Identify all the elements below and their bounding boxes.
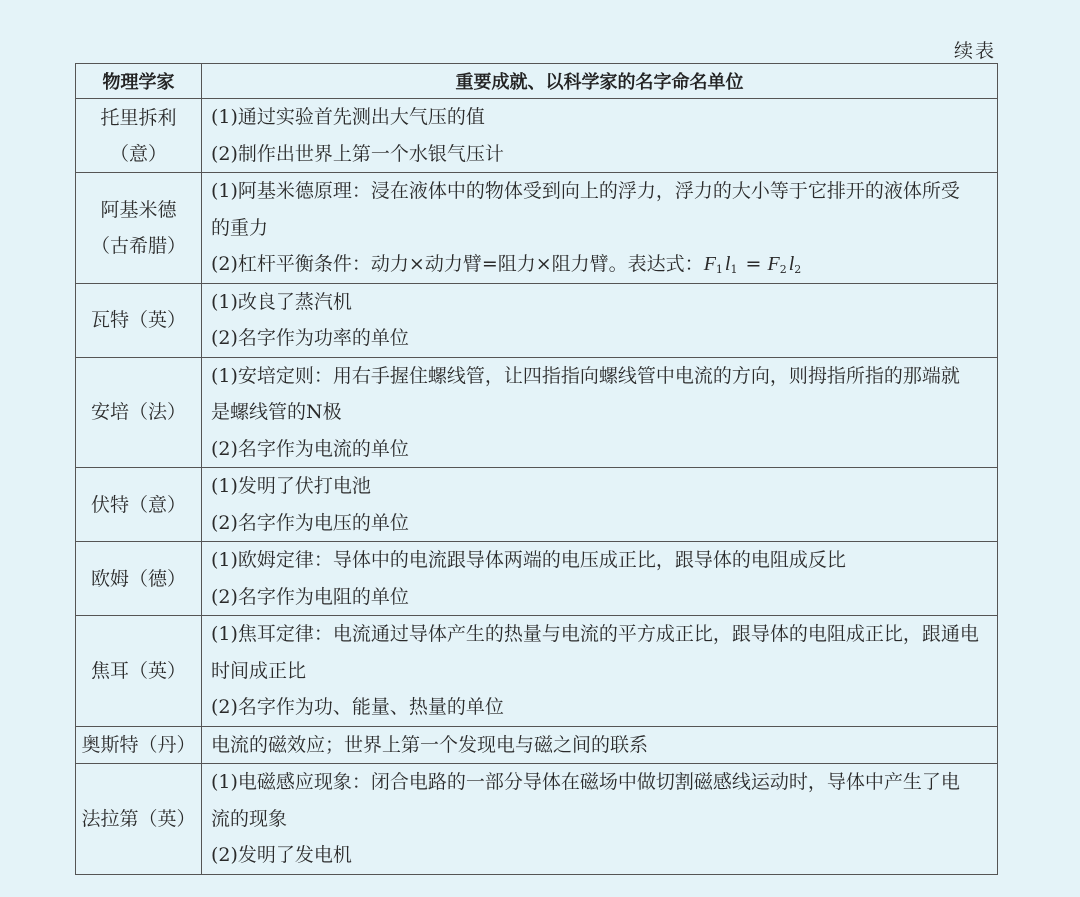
scientist-name: 焦耳（英）: [90, 659, 186, 682]
achievement-line: 电流的磁效应；世界上第一个发现电与磁之间的联系: [211, 733, 649, 756]
table-row: [76, 468, 998, 542]
achievement-cell: [202, 468, 998, 542]
achievement-line: (1)焦耳定律：电流通过导体产生的热量与电流的平方成正比，跟导体的电阻成正比，跟通电: [211, 623, 979, 645]
achievement-line: 是螺线管的N极: [211, 401, 342, 423]
achievement-line: 流的现象: [211, 807, 288, 830]
scientist-cell: [76, 357, 202, 468]
achievement-line: (1)阿基米德原理：浸在液体中的物体受到向上的浮力，浮力的大小等于它排开的液体所受: [211, 180, 960, 202]
achievement-text: (2)杠杆平衡条件：动力×动力臂=阻力×阻力臂。表达式：: [211, 253, 704, 275]
achievement-cell: [202, 357, 998, 468]
achievement-line: (2)制作出世界上第一个水银气压计: [211, 142, 504, 165]
header-scientist: 物理学家: [76, 64, 202, 99]
achievement-cell: [202, 616, 998, 727]
achievement-line: 的重力: [211, 216, 269, 239]
scientist-name: 法拉第（英）: [81, 807, 196, 830]
scientist-cell: [76, 283, 202, 357]
table-row: [76, 99, 998, 173]
achievement-line: (1)发明了伏打电池: [211, 475, 371, 497]
formula-equals: =: [739, 253, 768, 275]
lever-formula: [704, 253, 804, 275]
formula-f2: F: [767, 253, 780, 275]
achievement-line: (2)名字作为功率的单位: [211, 327, 409, 349]
scientist-name: 伏特（意）: [90, 493, 186, 516]
table-row: [76, 542, 998, 616]
achievement-cell: [202, 173, 998, 284]
header-achievement: 重要成就、以科学家的名字命名单位: [202, 64, 998, 99]
achievement-cell: [202, 99, 998, 173]
formula-sub2: 2: [779, 263, 787, 276]
achievement-line: (2)名字作为电压的单位: [211, 511, 409, 534]
achievement-line: (1)电磁感应现象：闭合电路的一部分导体在磁场中做切割磁感线运动时，导体中产生了电: [211, 771, 960, 793]
achievement-line: (1)安培定则：用右手握住螺线管，让四指指向螺线管中电流的方向，则拇指所指的那端就: [211, 364, 960, 387]
scientist-cell: [76, 726, 202, 764]
scientist-cell: [76, 764, 202, 875]
formula-sub2b: 2: [794, 263, 802, 276]
achievement-line: (2)名字作为功、能量、热量的单位: [211, 696, 504, 718]
scientist-cell: [76, 616, 202, 727]
physicist-table: [75, 63, 998, 875]
achievement-line: (2)名字作为电阻的单位: [211, 585, 409, 608]
formula-l2: l: [788, 253, 795, 275]
continued-label: 续表: [953, 40, 996, 62]
formula-sub1b: 1: [730, 263, 738, 276]
table-row: [76, 726, 998, 764]
scientist-name: 瓦特（英）: [90, 309, 186, 331]
table-row: [76, 357, 998, 468]
table-header-row: [76, 64, 998, 99]
table-row: [76, 764, 998, 875]
achievement-line: (1)改良了蒸汽机: [211, 290, 352, 313]
formula-l1: l: [724, 253, 731, 275]
scientist-name: 阿基米德: [100, 198, 177, 221]
scientist-cell: [76, 542, 202, 616]
scientist-name: 奥斯特（丹）: [81, 733, 196, 756]
formula-f1: F: [703, 253, 716, 275]
achievement-line: (2)名字作为电流的单位: [211, 437, 409, 460]
achievement-cell: [202, 283, 998, 357]
scientist-name: 欧姆（德）: [90, 567, 186, 590]
achievement-line: 时间成正比: [211, 659, 307, 682]
scientist-cell: [76, 173, 202, 284]
achievement-cell: [202, 542, 998, 616]
achievement-line: (1)通过实验首先测出大气压的值: [211, 106, 485, 128]
scientist-nationality: （古希腊）: [90, 234, 186, 257]
achievement-line: (2)发明了发电机: [211, 844, 352, 866]
achievement-cell: [202, 726, 998, 764]
scientist-name: 安培（法）: [90, 401, 186, 424]
scientist-cell: [76, 468, 202, 542]
achievement-cell: [202, 764, 998, 875]
table-row: [76, 283, 998, 357]
table-row: [76, 616, 998, 727]
formula-sub1: 1: [715, 263, 723, 276]
scientist-nationality: （意）: [109, 142, 167, 165]
achievement-line: (1)欧姆定律：导体中的电流跟导体两端的电压成正比，跟导体的电阻成反比: [211, 549, 846, 571]
table-row: [76, 173, 998, 284]
scientist-cell: [76, 99, 202, 173]
achievement-line-formula: [211, 246, 989, 283]
scientist-name: 托里拆利: [100, 106, 177, 129]
